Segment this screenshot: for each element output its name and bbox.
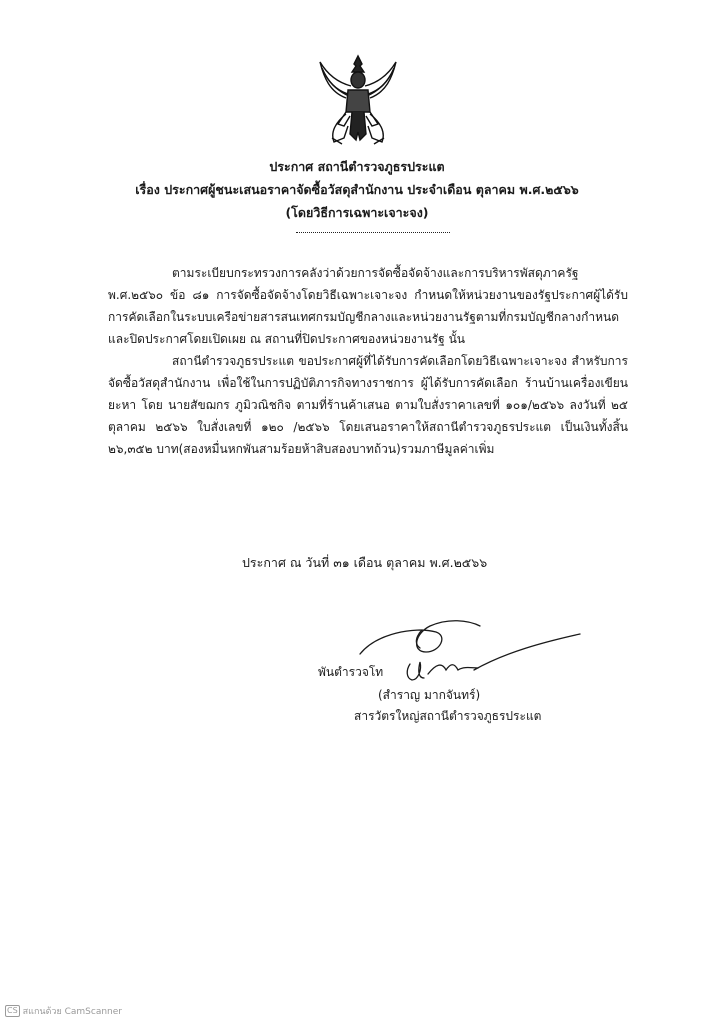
garuda-emblem-icon — [316, 52, 400, 148]
paragraph-regulation-text: ตามระเบียบกระทรวงการคลังว่าด้วยการจัดซื้อจัดจ้างและการบริหารพัสดุภาครัฐ พ.ศ.๒๕๖๐ ข้อ ๘๑ การจัดซื้อจัดจ้างโดยวิธีเฉพาะเจาะจง กำหนดให้หน่วยงานของรัฐประกาศผู้ได้รับการคัดเลือกในระบบเครือข่ายสารสนเทศกรมบัญชีกลางและหน่วยงานรัฐตามที่กรมบัญชีกลางกำหนดและปิดประกาศโดยเปิดเผย ณ สถานที่ปิดประกาศของหน่วยงานรัฐ นั้น — [108, 266, 628, 346]
dotted-divider — [296, 232, 450, 233]
announcement-method: (โดยวิธีการเฉพาะเจาะจง) — [285, 205, 429, 220]
announcement-heading: ประกาศ สถานีตำรวจภูธรประแต — [269, 159, 445, 174]
announcement-subject: เรื่อง ประกาศผู้ชนะเสนอราคาจัดซื้อวัสดุสำนักงาน ประจำเดือน ตุลาคม พ.ศ.๒๕๖๖ — [135, 182, 579, 197]
camscanner-logo-icon: CS — [7, 1006, 18, 1015]
paragraph-award-text: สถานีตำรวจภูธรประแต ขอประกาศผู้ที่ได้รับการคัดเลือกโดยวิธีเฉพาะเจาะจง สำหรับการจัดซื้อวัสดุสำนักงาน เพื่อใช้ในการปฏิบัติภารกิจทางราชการ ผู้ได้รับการคัดเลือก ร้านบ้านเครื่องเขียน ยะหา โดย นายสัขฌกร ภูมิวณิชกิจ ตามที่ร้านค้าเสนอ ตามใบสั่งราคาเลขที่ ๑๐๑/๒๕๖๖ ลงวันที่ ๒๕ ตุลาคม ๒๕๖๖ ใบสั่งเลขที่ ๑๒๐ /๒๕๖๖ โดยเสนอราคาให้สถานีตำรวจภูธรประแต เป็นเงินทั้งสิ้น ๒๖,๓๕๒ บาท(สองหมื่นหกพันสามร้อยห้าสิบสองบาทถ้วน)รวมภาษีมูลค่าเพิ่ม — [108, 354, 628, 456]
paragraph-award — [108, 350, 628, 460]
watermark-text: สแกนด้วย CamScanner — [22, 1007, 122, 1017]
signatory-name: (สำราญ มากจันทร์) — [378, 688, 481, 702]
signatory-rank: พันตำรวจโท — [318, 665, 384, 679]
signatory-position: สารวัตรใหญ่สถานีตำรวจภูธรประแต — [354, 709, 542, 723]
paragraph-regulation — [108, 262, 628, 350]
issued-date: ประกาศ ณ วันที่ ๓๑ เดือน ตุลาคม พ.ศ.๒๕๖๖ — [242, 555, 488, 570]
handwritten-signature — [356, 612, 584, 690]
scanner-watermark — [5, 1004, 122, 1018]
